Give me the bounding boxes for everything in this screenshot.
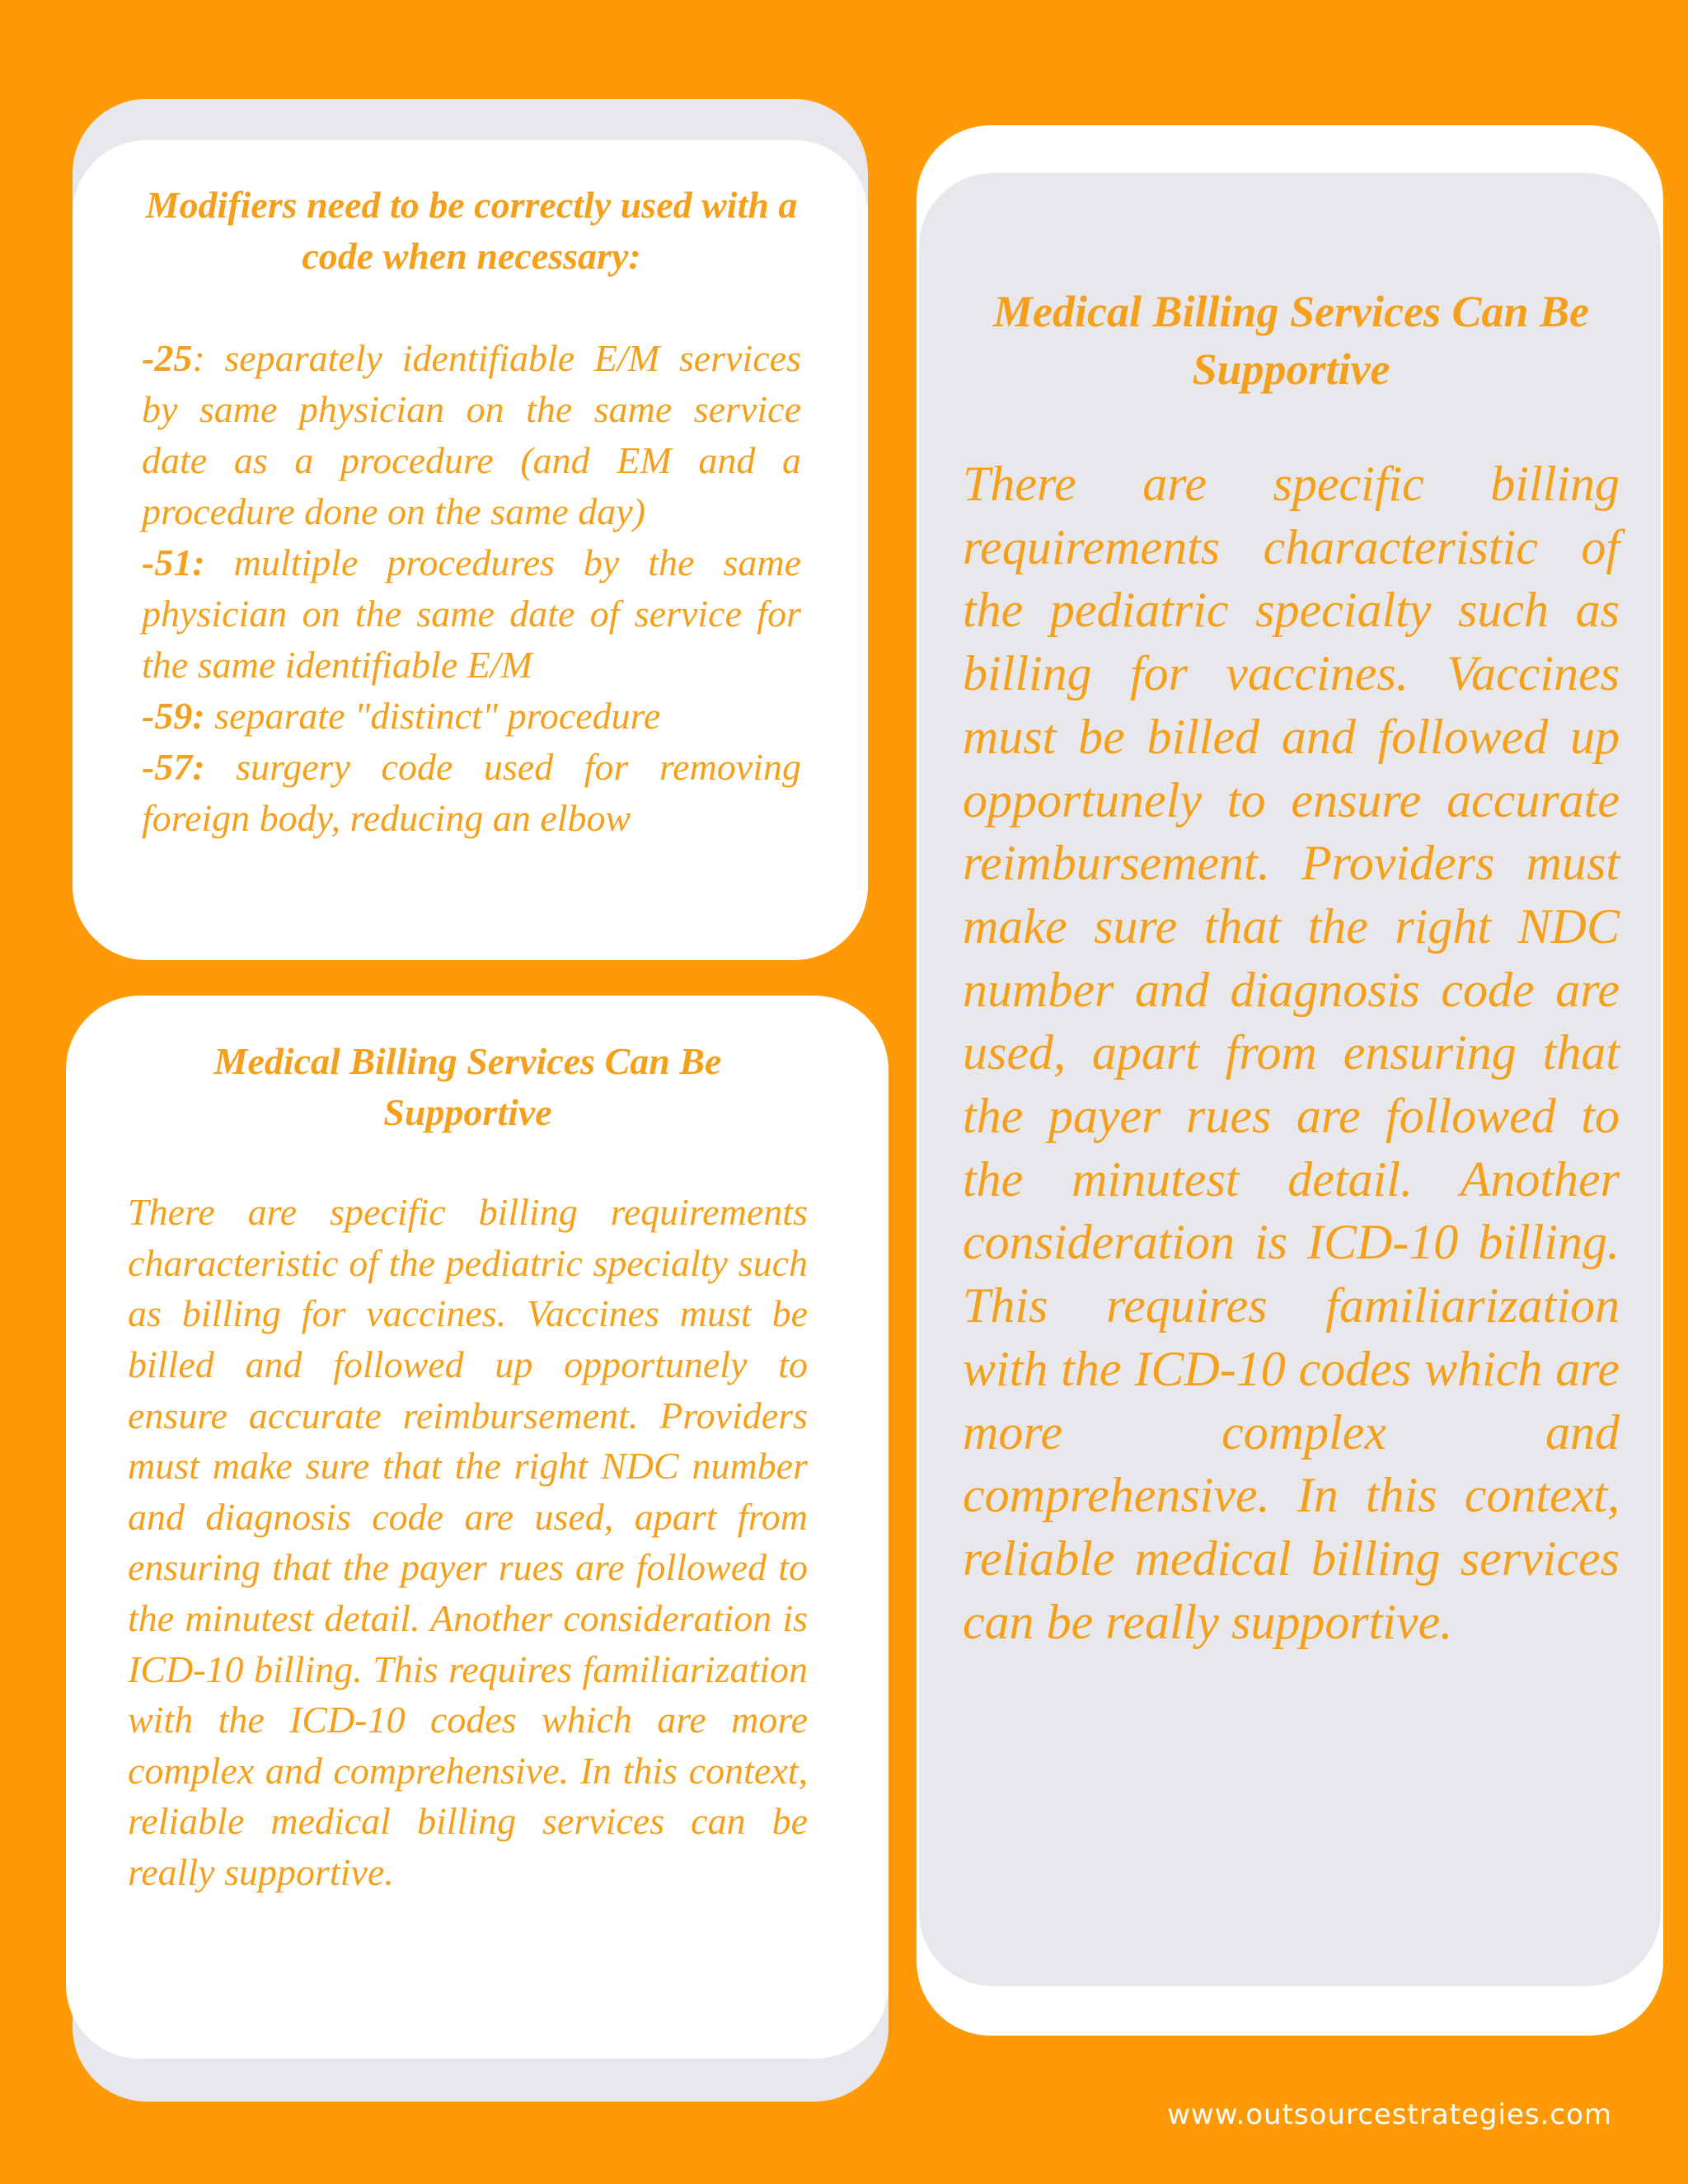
left-billing-section (128, 1036, 808, 1898)
right-billing-heading: Medical Billing Services Can Be Supportive (993, 287, 1589, 394)
footer-url[interactable]: www.outsourcestrategies.com (1167, 2098, 1612, 2131)
modifier-code: -51: (142, 541, 205, 583)
modifier-item (142, 333, 801, 537)
right-billing-section (963, 283, 1620, 1653)
right-billing-body: There are specific billing requirements characteristic of the pediatric specialty such as billing for vaccines. Vaccines must be billed and followed up opportunely to ensure accurate reimbursement. Providers must make sure that the right NDC number and diagnosis code are used, apart from ensuring that the payer rues are followed to the minutest detail. Another consideration is ICD-10 billing. This requires familiarization with the ICD-10 codes which are more complex and comprehensive. In this context, reliable medical billing services can be really supportive. (963, 457, 1620, 1649)
modifiers-section (142, 180, 801, 844)
modifier-code: -57: (142, 746, 205, 788)
left-billing-body: There are specific billing requirements characteristic of the pediatric specialty such as billing for vaccines. Vaccines must be billed and followed up opportunely to ensure accurate reimbursement. Providers must make sure that the right NDC number and diagnosis code are used, apart from ensuring that the payer rues are followed to the minutest detail. Another consideration is ICD-10 billing. This requires familiarization with the ICD-10 codes which are more complex and comprehensive. In this context, reliable medical billing services can be really supportive. (128, 1191, 808, 1893)
modifier-description: surgery code used for removing foreign body, reducing an elbow (142, 746, 801, 839)
modifier-description: separate "distinct" procedure (204, 695, 661, 737)
modifier-code: -59: (142, 695, 205, 737)
modifier-code: -25 (142, 337, 193, 379)
modifier-item (142, 742, 801, 844)
modifier-description: multiple procedures by the same physician on the same date of service for the same identifiable E/M (142, 541, 801, 686)
left-billing-heading: Medical Billing Services Can Be Supportive (213, 1040, 722, 1133)
modifier-item (142, 537, 801, 691)
modifier-description: : separately identifiable E/M services by same physician on the same service date as a procedure (and EM and a procedure done on the same day) (142, 337, 801, 532)
modifier-item (142, 691, 801, 742)
modifiers-heading: Modifiers need to be correctly used with a code when necessary: (145, 184, 798, 277)
